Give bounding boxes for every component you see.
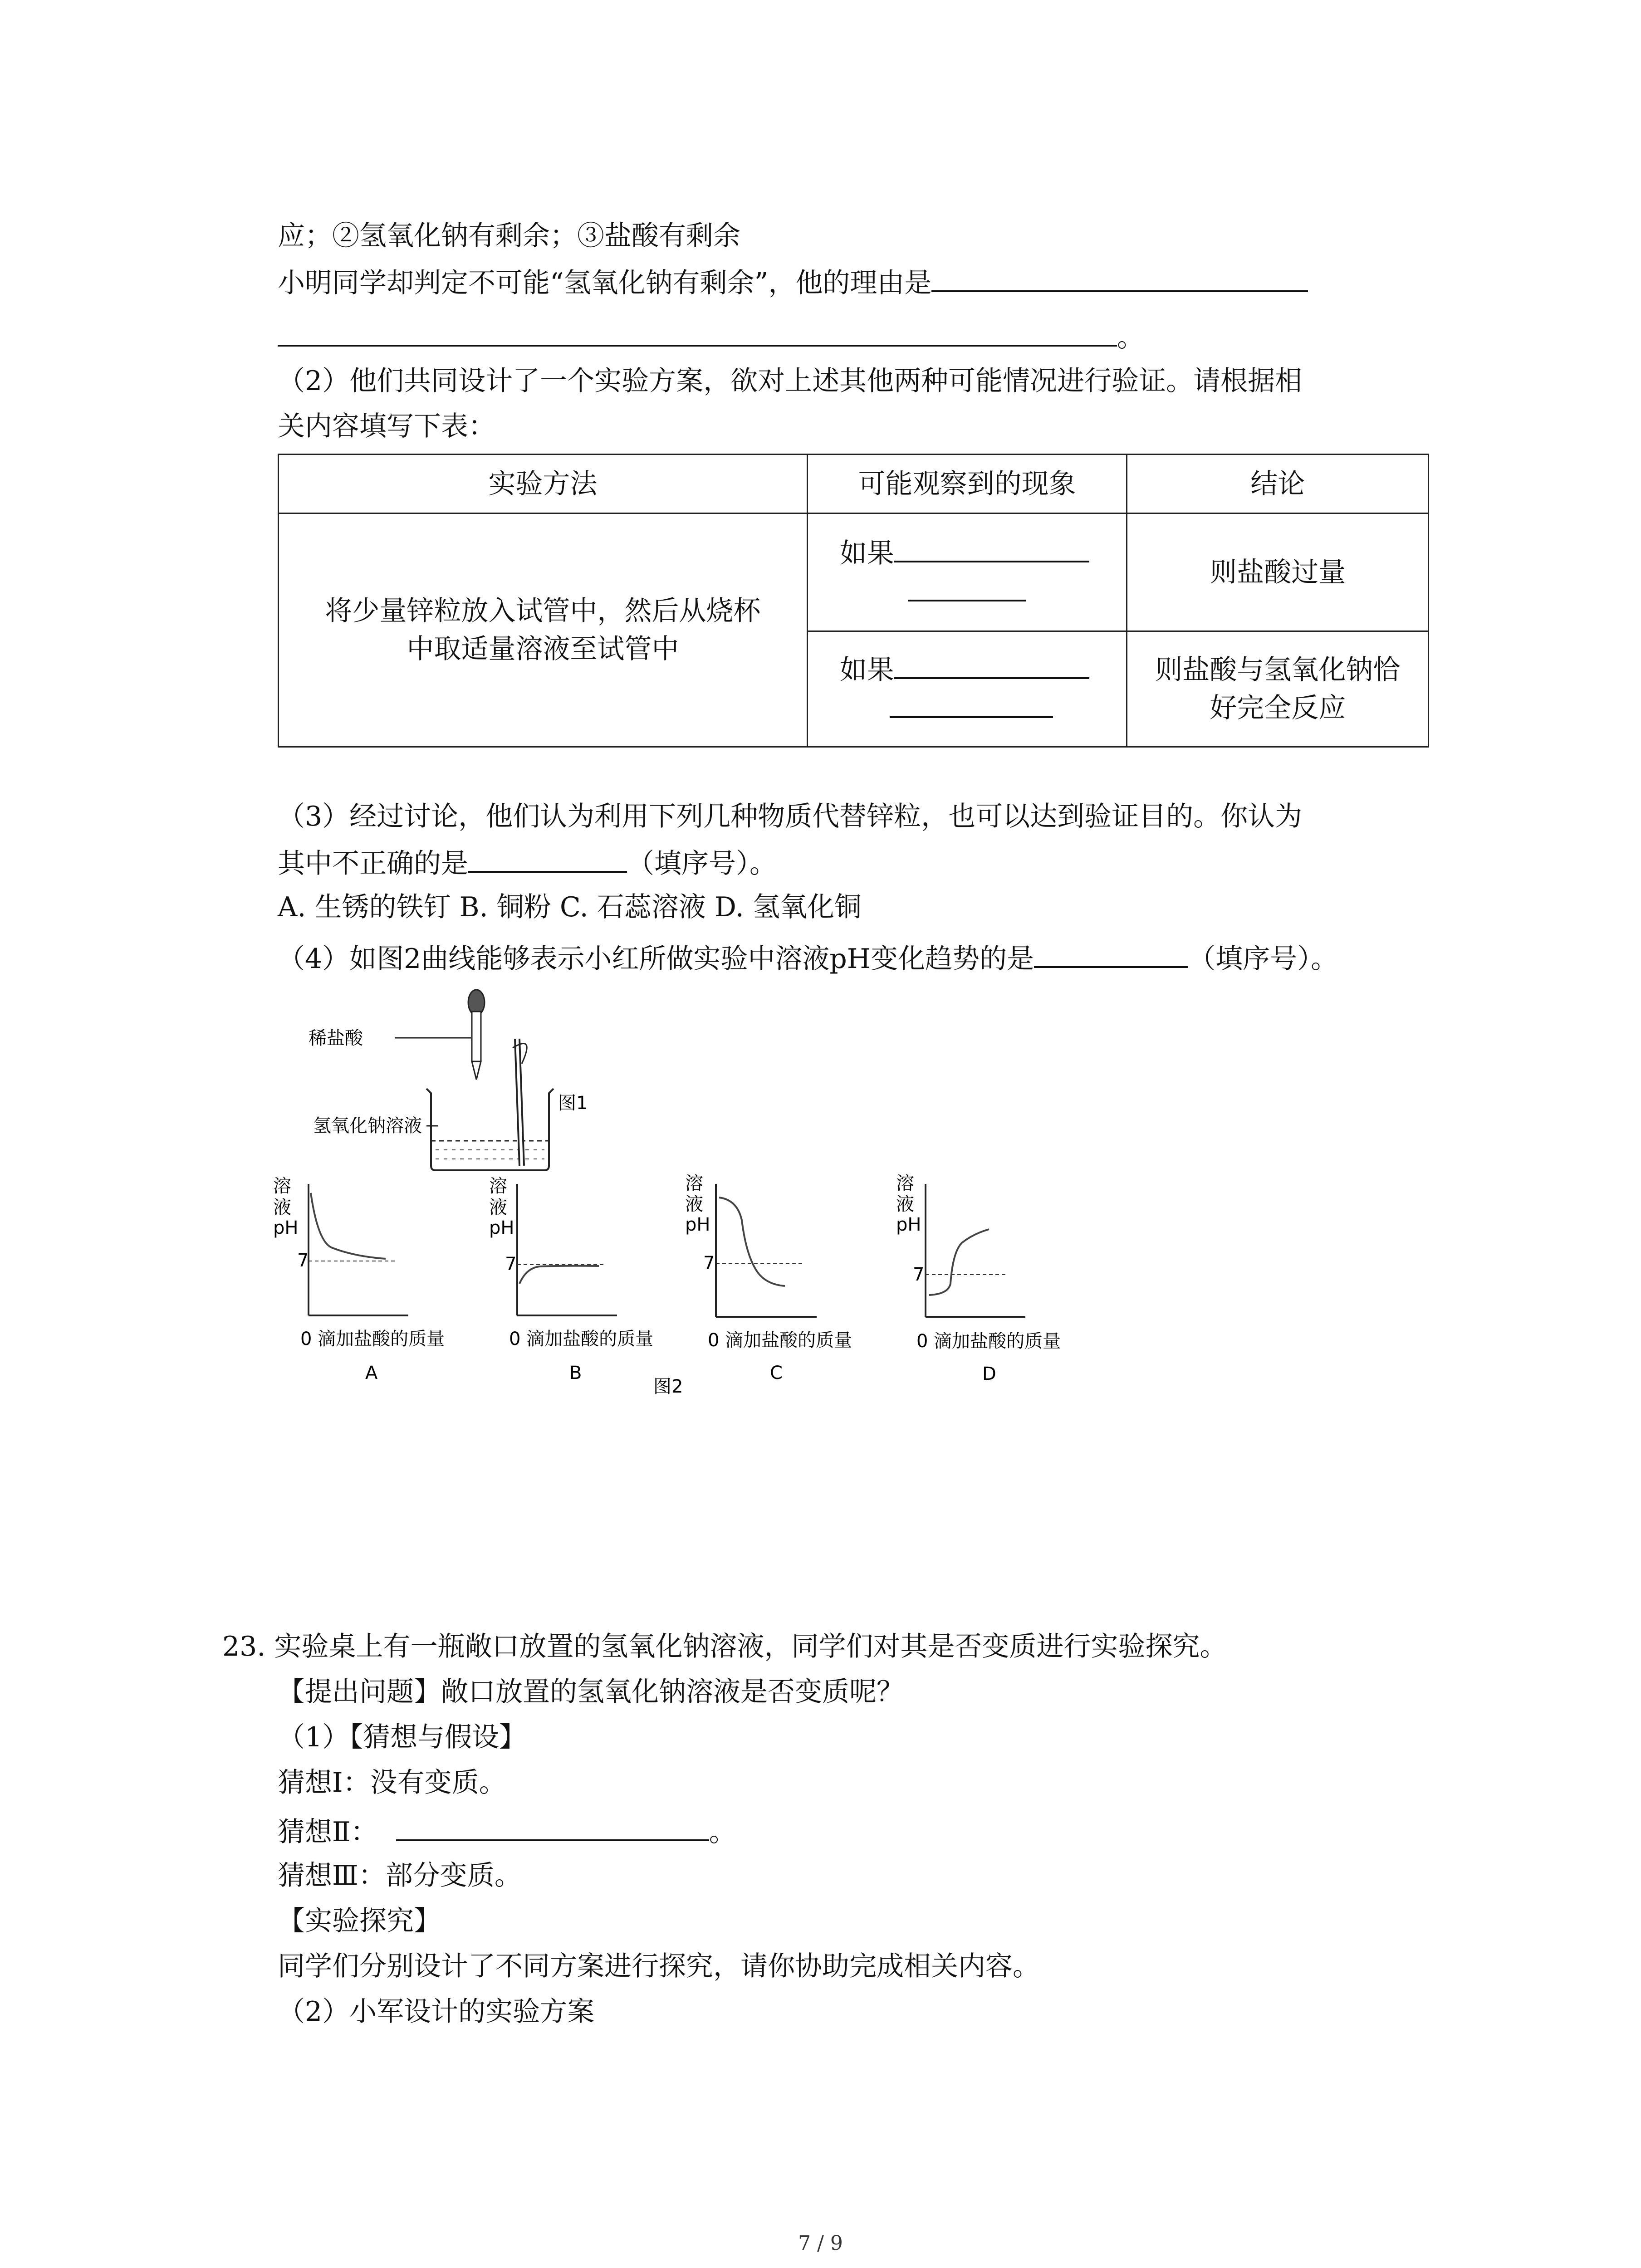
- q22-part3-options: A. 生锈的铁钉 B. 铜粉 C. 石蕊溶液 D. 氢氧化铜: [278, 891, 862, 923]
- ylabel-2: 液: [489, 1197, 507, 1218]
- dropper-label: 稀盐酸: [309, 1028, 363, 1049]
- q22-line1: 应；②氢氧化钠有剩余；③盐酸有剩余: [278, 220, 740, 252]
- q22-line2: [278, 263, 1308, 301]
- q23-line6: 猜想Ⅲ：部分变质。: [278, 1860, 522, 1892]
- phenomenon-cell: [807, 631, 1127, 747]
- q23-line5: [278, 1812, 736, 1850]
- curve-d: [929, 1229, 989, 1295]
- xlabel: 0 滴加盐酸的质量: [509, 1329, 654, 1349]
- label-a: A: [365, 1363, 378, 1383]
- q23-line1: 23. 实验桌上有一瓶敞口放置的氢氧化钠溶液，同学们对其是否变质进行实验探究。: [222, 1631, 1227, 1662]
- q23-line9: （2）小军设计的实验方案: [278, 1996, 595, 2028]
- ylabel-1: 溶: [273, 1176, 291, 1197]
- q23-line2: 【提出问题】敞口放置的氢氧化钠溶液是否变质呢？: [278, 1676, 904, 1708]
- q22-part4: [278, 939, 1338, 977]
- figure-2-caption: 图2: [653, 1376, 683, 1397]
- xlabel: 0 滴加盐酸的质量: [708, 1330, 852, 1351]
- ylabel-3: pH: [273, 1217, 299, 1238]
- conclusion-line2: 好完全反应: [1210, 692, 1346, 724]
- curve-a: [311, 1193, 386, 1259]
- q22-part2-line1: （2）他们共同设计了一个实验方案，欲对上述其他两种可能情况进行验证。请根据相: [278, 365, 1303, 397]
- ylabel-1: 溶: [489, 1176, 507, 1197]
- q22-part3-line2: [278, 844, 777, 882]
- beaker: [426, 1089, 554, 1170]
- ylabel-3: pH: [489, 1217, 514, 1238]
- figure-1-apparatus: [290, 984, 635, 1175]
- dropper: [468, 990, 485, 1080]
- table-header-row: [279, 455, 1429, 513]
- answer-blank[interactable]: [890, 689, 1053, 718]
- method-cell: [279, 513, 808, 747]
- part3-text-b: （填序号）。: [627, 848, 777, 880]
- method-line2: 中取适量溶液至试管中: [407, 633, 679, 665]
- ylabel-3: pH: [685, 1214, 710, 1235]
- beaker-label: 氢氧化钠溶液: [313, 1115, 422, 1136]
- answer-blank[interactable]: [894, 650, 1089, 679]
- q23-line3: （1）【猜想与假设】: [278, 1721, 527, 1753]
- xlabel: 0 滴加盐酸的质量: [300, 1329, 445, 1349]
- table-row: [279, 513, 1429, 631]
- q22-line2-text: 小明同学却判定不可能“氢氧化钠有剩余”，他的理由是: [278, 267, 932, 299]
- glass-rod: [513, 1039, 527, 1166]
- header-conclusion: 结论: [1127, 455, 1429, 513]
- graph-b: [489, 1176, 653, 1383]
- answer-blank[interactable]: [908, 572, 1026, 601]
- hypothesis-2-label: 猜想Ⅱ：: [278, 1816, 378, 1848]
- xlabel: 0 滴加盐酸的质量: [916, 1331, 1061, 1352]
- ylabel-2: 液: [896, 1194, 914, 1215]
- conclusion-cell: [1127, 631, 1429, 747]
- answer-blank[interactable]: [931, 263, 1308, 292]
- answer-blank[interactable]: [468, 844, 627, 873]
- period: 。: [1117, 322, 1144, 353]
- answer-blank[interactable]: [278, 318, 1117, 347]
- phenomenon-cell: [807, 513, 1127, 631]
- period: 。: [709, 1816, 736, 1848]
- tick-7: 7: [913, 1264, 925, 1285]
- ylabel-1: 溶: [685, 1173, 703, 1194]
- ylabel-2: 液: [685, 1194, 703, 1215]
- graph-c: [685, 1173, 852, 1383]
- experiment-table: [278, 454, 1429, 748]
- phenomenon-prefix: 如果: [839, 537, 894, 569]
- ylabel-2: 液: [273, 1197, 291, 1218]
- part4-text-b: （填序号）。: [1188, 943, 1338, 975]
- tick-7: 7: [703, 1253, 715, 1274]
- q22-line3: [278, 318, 1144, 356]
- answer-blank[interactable]: [1034, 939, 1188, 968]
- curve-c: [719, 1198, 785, 1286]
- method-line1: 将少量锌粒放入试管中，然后从烧杯: [325, 595, 761, 627]
- part4-text-a: （4）如图2曲线能够表示小红所做实验中溶液pH变化趋势的是: [278, 943, 1034, 975]
- header-phenomenon: 可能观察到的现象: [807, 455, 1127, 513]
- graph-d: [896, 1173, 1061, 1384]
- figure-2-ph-curves: [272, 1166, 1089, 1411]
- label-b: B: [569, 1363, 582, 1383]
- q23-line4: 猜想Ⅰ：没有变质。: [278, 1767, 506, 1799]
- page-number: 7 / 9: [798, 2232, 843, 2255]
- part3-text-a: 其中不正确的是: [278, 848, 468, 880]
- q22-part2-line2: 关内容填写下表：: [278, 411, 495, 442]
- conclusion-line1: 则盐酸与氢氧化钠恰: [1155, 654, 1401, 686]
- figure-1-caption: 图1: [558, 1093, 588, 1114]
- tick-7: 7: [297, 1250, 309, 1271]
- label-c: C: [770, 1363, 783, 1383]
- answer-blank[interactable]: [396, 1812, 709, 1841]
- graph-a: [273, 1176, 445, 1383]
- ylabel-3: pH: [896, 1214, 921, 1235]
- q22-part3-line1: （3）经过讨论，他们认为利用下列几种物质代替锌粒，也可以达到验证目的。你认为: [278, 801, 1303, 832]
- answer-blank[interactable]: [894, 533, 1089, 562]
- label-d: D: [982, 1364, 996, 1384]
- curve-b: [519, 1266, 599, 1284]
- q23-line8: 同学们分别设计了不同方案进行探究，请你协助完成相关内容。: [278, 1950, 1040, 1982]
- q23-line7: 【实验探究】: [278, 1905, 441, 1937]
- phenomenon-prefix: 如果: [839, 654, 894, 686]
- tick-7: 7: [505, 1254, 517, 1275]
- conclusion-cell: 则盐酸过量: [1127, 513, 1429, 631]
- header-method: 实验方法: [279, 455, 808, 513]
- ylabel-1: 溶: [896, 1173, 914, 1194]
